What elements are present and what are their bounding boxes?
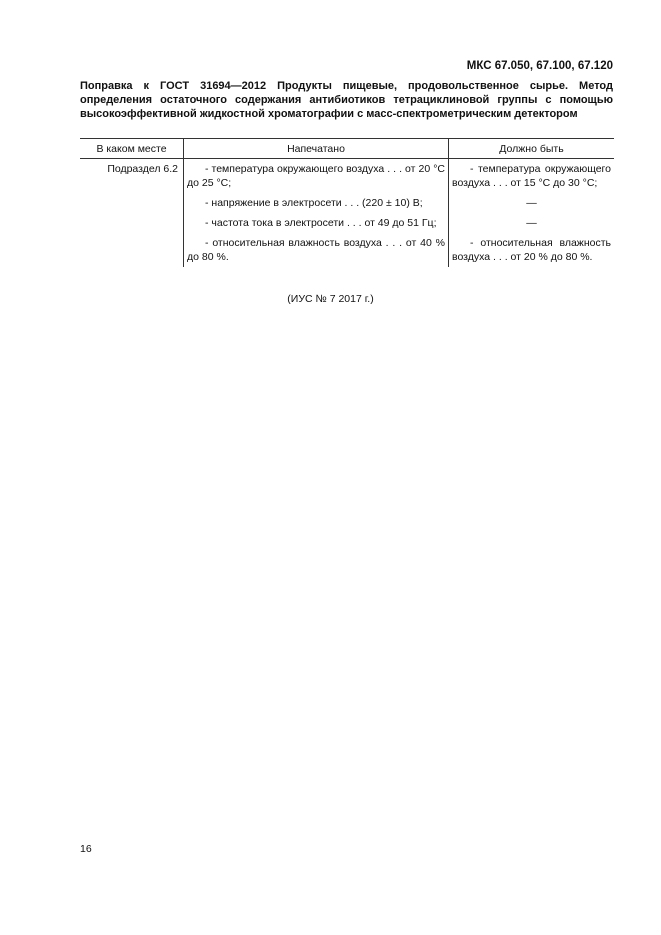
cell-place [80, 233, 184, 267]
table-header-row [80, 139, 614, 159]
column-header-place: В каком месте [80, 139, 184, 159]
table-row [80, 213, 614, 233]
cell-should-be [449, 159, 615, 194]
cell-should-be: — [449, 193, 615, 213]
cell-should-be-text: - относительная влажность воздуха . . . от 20 % до 80 %. [452, 237, 611, 263]
table-row [80, 159, 614, 194]
cell-printed [184, 213, 449, 233]
cell-printed [184, 159, 449, 194]
cell-printed-text: - относительная влажность воздуха . . . от 40 % до 80 %. [187, 237, 445, 263]
cell-place [80, 193, 184, 213]
table-row [80, 193, 614, 213]
column-header-should-be: Должно быть [449, 139, 615, 159]
amendment-table [80, 138, 614, 267]
cell-should-be [449, 233, 615, 267]
cell-place: Подраздел 6.2 [107, 163, 178, 175]
cell-place [80, 213, 184, 233]
cell-printed [184, 193, 449, 213]
page-number: 16 [80, 843, 92, 855]
table-row [80, 233, 614, 267]
amendment-title: Поправка к ГОСТ 31694—2012 Продукты пищевые, продовольственное сырье. Метод определения остаточного содержания антибиотиков тетрациклиновой группы с помощью высокоэффективной жидкостной хроматографии с масс-спектрометрическим детектором [80, 80, 613, 120]
mks-code: МКС 67.050, 67.100, 67.120 [466, 60, 613, 72]
cell-printed-text: - напряжение в электросети . . . (220 ± 10) В; [205, 197, 423, 209]
cell-should-be-text: - температура окружающего воздуха . . . от 15 °С до 30 °С; [452, 163, 611, 189]
cell-printed-text: - температура окружающего воздуха . . . от 20 °С до 25 °С; [187, 163, 445, 189]
cell-should-be: — [449, 213, 615, 233]
cell-printed-text: - частота тока в электросети . . . от 49 до 51 Гц; [205, 217, 437, 229]
source-reference: (ИУС № 7 2017 г.) [287, 293, 374, 305]
column-header-printed: Напечатано [184, 139, 449, 159]
cell-printed [184, 233, 449, 267]
